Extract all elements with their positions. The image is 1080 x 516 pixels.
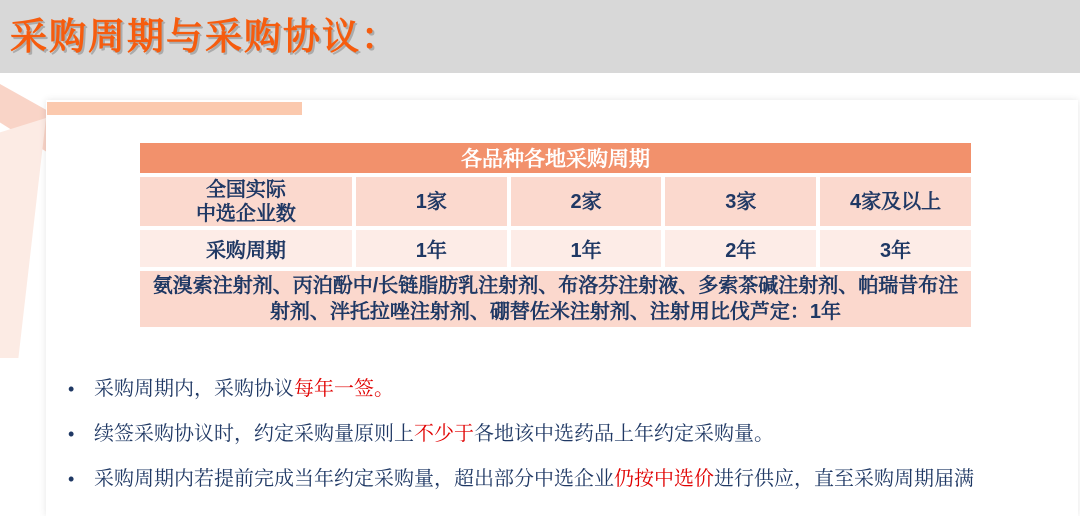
row-header-enterprise-count (140, 177, 352, 226)
bullet-segment-emphasis: 每年一签。 (294, 378, 394, 400)
bullet-text (94, 468, 974, 491)
table-caption: 各品种各地采购周期 (140, 143, 971, 173)
table-cell: 3年 (820, 230, 971, 267)
bullet-text (94, 423, 774, 446)
row-header-procurement-cycle: 采购周期 (140, 230, 352, 267)
accent-bar (47, 102, 302, 115)
table-caption-row (140, 143, 971, 173)
bullet-segment: 各地该中选药品上年约定采购量。 (474, 423, 774, 445)
bullet-segment: 采购周期内若提前完成当年约定采购量，超出部分中选企业 (94, 468, 614, 490)
bullet-segment: 续签采购协议时，约定采购量原则上 (94, 423, 414, 445)
row-header-line1: 全国实际 (205, 178, 286, 201)
table-cell: 4家及以上 (820, 177, 971, 226)
bullet-segment: 进行供应，直至采购周期届满 (714, 468, 974, 490)
content-card (46, 100, 1078, 516)
table-cell: 2年 (665, 230, 816, 267)
bullet-segment-emphasis: 不少于 (414, 423, 474, 445)
bullet-segment-emphasis: 仍按中选价 (614, 468, 714, 490)
bullet-list (62, 378, 1070, 513)
procurement-cycle-table (136, 139, 975, 331)
bullet-text (94, 378, 394, 401)
table-note: 氨溴索注射剂、丙泊酚中/长链脂肪乳注射剂、布洛芬注射液、多索茶碱注射剂、帕瑞昔布注射剂、泮托拉唑注射剂、硼替佐米注射剂、注射用比伐芦定：1年 (140, 271, 971, 327)
decorative-ribbon-icon (0, 118, 46, 358)
table-note-row (140, 271, 971, 327)
bullet-icon: • (68, 469, 75, 489)
table-cell: 2家 (511, 177, 662, 226)
slide-title-band (0, 0, 1080, 73)
bullet-icon: • (68, 379, 75, 399)
table-cell: 1家 (356, 177, 507, 226)
row-header-line2: 中选企业数 (195, 202, 296, 225)
table-row-procurement-cycle (140, 230, 971, 267)
page-title: 采购周期与采购协议： (10, 16, 400, 57)
table-cell: 1年 (511, 230, 662, 267)
list-item (62, 423, 1070, 446)
table-row-enterprise-count (140, 177, 971, 226)
table-cell: 1年 (356, 230, 507, 267)
table-cell: 3家 (665, 177, 816, 226)
bullet-icon: • (68, 424, 75, 444)
bullet-segment: 采购周期内，采购协议 (94, 378, 294, 400)
list-item (62, 468, 1070, 491)
list-item (62, 378, 1070, 401)
